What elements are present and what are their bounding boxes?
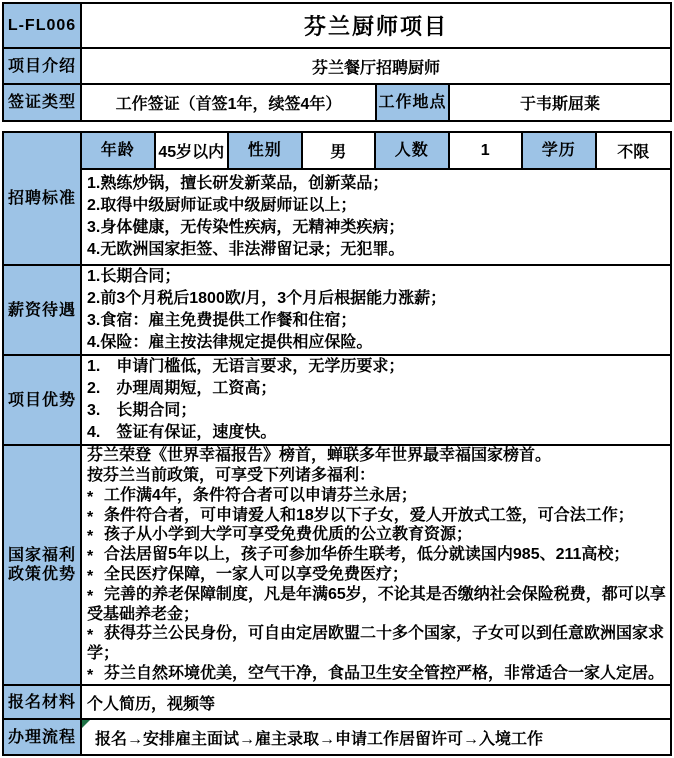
benefit-bullet-text: 全民医疗保障，一家人可以享受免费医疗； (104, 566, 409, 583)
benefit-bullet-text: 芬兰自然环境优美，空气干净，食品卫生安全管控严格，非常适合一家人定居。 (104, 664, 665, 682)
salary-item: 4.保险：雇主按法律规定提供相应保险。 (87, 334, 373, 351)
salary-list-cell (82, 266, 670, 356)
advantages-label-cell: 项目优势 (4, 356, 82, 446)
asterisk-bullet-icon: * (87, 587, 94, 605)
headcount-value-cell: 1 (450, 133, 524, 170)
benefit-bullet-text: 获得芬兰公民身份，可自由定居欧盟二十多个国家，子女可以到任意欧洲国家求学； (87, 625, 665, 663)
benefits-content-cell (82, 446, 670, 686)
benefits-intro-line: 按芬兰当前政策，可享受下列诸多福利： (87, 467, 376, 485)
materials-label-cell: 报名材料 (4, 686, 82, 720)
advantage-item: 1. 申请门槛低，无语言要求，无学历要求； (87, 358, 405, 375)
benefit-bullet-line (87, 525, 668, 545)
advantage-item: 3. 长期合同； (87, 402, 197, 419)
asterisk-bullet-icon: * (87, 548, 94, 566)
salary-label-cell: 薪资待遇 (4, 266, 82, 356)
process-value-cell (82, 720, 670, 754)
process-steps-text: 报名→安排雇主面试→雇主录取→申请工作居留许可→入境工作 (95, 730, 544, 748)
asterisk-bullet-icon: * (87, 568, 94, 585)
benefit-bullet-text: 工作满4年，条件符合者可以申请芬兰永居； (104, 486, 417, 504)
advantage-item: 2. 办理周期短，工资高； (87, 380, 277, 397)
visa-label-cell: 签证类型 (4, 85, 82, 120)
recruit-item: 3.身体健康，无传染性疾病，无精神类疾病； (87, 219, 405, 236)
asterisk-bullet-icon: * (87, 528, 94, 546)
education-label-cell: 学历 (523, 133, 597, 170)
intro-value-cell: 芬兰餐厅招聘厨师 (82, 49, 670, 85)
page-title: 芬兰厨师项目 (82, 4, 670, 49)
benefit-bullet-line (87, 545, 668, 565)
materials-value-cell: 个人简历，视频等 (82, 686, 670, 720)
location-label-cell: 工作地点 (377, 85, 450, 120)
benefit-bullet-line (87, 565, 668, 585)
benefit-bullet-text: 条件符合者，可申请爱人和18岁以下子女，爱人开放式工签，可合法工作； (104, 506, 634, 524)
intro-label-cell: 项目介绍 (4, 49, 82, 85)
advantage-item: 4. 签证有保证，速度快。 (87, 424, 277, 441)
age-label-cell: 年龄 (82, 133, 156, 170)
salary-item: 1.长期合同； (87, 268, 181, 285)
recruit-requirements-cell (82, 170, 670, 266)
gender-value-cell: 男 (303, 133, 377, 170)
education-value-cell: 不限 (597, 133, 671, 170)
benefit-bullet-text: 完善的养老保障制度，凡是年满65岁，不论其是否缴纳社会保险税费，都可以享受基础养老金； (87, 585, 666, 623)
asterisk-bullet-icon: * (87, 488, 94, 506)
salary-item: 3.食宿：雇主免费提供工作餐和住宿； (87, 312, 357, 329)
benefit-bullet-line (87, 585, 668, 625)
recruit-item: 1.熟练炒锅，擅长研发新菜品，创新菜品； (87, 175, 389, 192)
benefit-bullet-line (87, 664, 668, 684)
benefit-bullet-line (87, 506, 668, 526)
recruit-label-cell: 招聘标准 (4, 133, 82, 266)
benefit-bullet-line (87, 624, 668, 664)
benefit-bullet-text: 合法居留5年以上，孩子可参加华侨生联考，低分就读国内985、211高校； (104, 546, 630, 564)
age-value-cell: 45岁以内 (156, 133, 230, 170)
header-table (2, 2, 672, 122)
asterisk-bullet-icon: * (87, 666, 94, 684)
benefits-label-cell: 国家福利政策优势 (4, 446, 82, 686)
main-table (2, 131, 672, 756)
visa-value-cell: 工作签证（首签1年，续签4年） (82, 85, 377, 120)
recruit-item: 4.无欧洲国家拒签、非法滞留记录；无犯罪。 (87, 241, 405, 258)
benefit-bullet-line (87, 486, 668, 506)
salary-item: 2.前3个月税后1800欧/月，3个月后根据能力涨薪； (87, 290, 447, 307)
benefits-intro-line: 芬兰荣登《世界幸福报告》榜首，蝉联多年世界最幸福国家榜首。 (87, 447, 552, 465)
benefit-bullet-text: 孩子从小学到大学可享受免费优质的公立教育资源； (104, 526, 473, 544)
asterisk-bullet-icon: * (87, 508, 94, 526)
process-label-cell: 办理流程 (4, 720, 82, 754)
recruit-item: 2.取得中级厨师证或中级厨师证以上； (87, 197, 357, 214)
gender-label-cell: 性别 (229, 133, 303, 170)
project-code-cell: L-FL006 (4, 4, 82, 49)
asterisk-bullet-icon: * (87, 627, 94, 645)
location-value-cell: 于韦斯屈莱 (519, 96, 600, 113)
excel-corner-marker-icon (82, 720, 90, 728)
advantages-list-cell (82, 356, 670, 446)
headcount-label-cell: 人数 (376, 133, 450, 170)
